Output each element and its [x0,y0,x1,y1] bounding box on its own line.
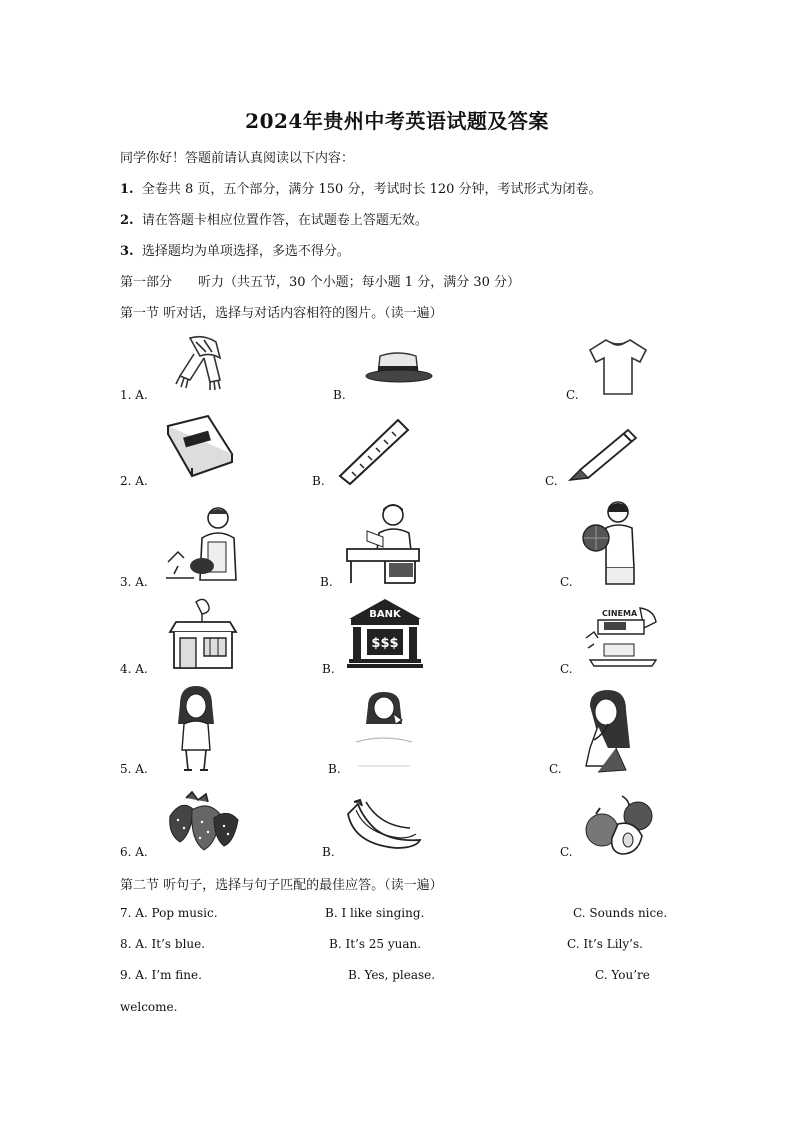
q3-label-b: B. [320,575,333,589]
tshirt-icon [586,334,650,398]
q8-option-b: B. It’s 25 yuan. [329,937,422,951]
rule-1 [120,178,602,197]
q1-label-c: C. [566,388,579,402]
rule-text: 全卷共 8 页，五个部分，满分 150 分，考试时长 120 分钟，考试形式为闭卷。 [141,182,602,197]
q7-option-b: B. I like singing. [325,906,425,920]
q8-option-c: C. It’s Lily’s. [567,937,643,951]
ruler-icon [336,418,412,486]
strawberries-icon [162,790,242,856]
page-title: 2024年贵州中考英语试题及答案 [245,109,549,133]
rule-text: 请在答题卡相应位置作答，在试题卷上答题无效。 [141,213,428,228]
q6-label-b: B. [322,845,335,859]
girl-head-icon [354,690,414,770]
q2-label-a: 2. A. [120,474,148,488]
q4-label-b: B. [322,662,335,676]
q2-label-b: B. [312,474,325,488]
q6-label-c: C. [560,845,573,859]
rule-number: 1. [120,182,134,197]
girl-standing-icon [170,684,222,774]
apples-icon [582,794,658,858]
q2-label-c: C. [545,474,558,488]
q4-label-a: 4. A. [120,662,148,676]
rule-2 [120,209,428,228]
q3-label-a: 3. A. [120,575,148,589]
dictionary-icon [164,412,236,480]
section1-heading: 第一节 听对话，选择与对话内容相符的图片。（读一遍） [120,306,443,321]
q8-option-a: 8. A. It’s blue. [120,937,206,951]
q9-option-c-continued: welcome. [120,1000,178,1014]
girl-thinking-icon [576,688,636,774]
pencil-icon [566,426,640,482]
q9-option-c: C. You’re [595,968,650,982]
q1-label-a: 1. A. [120,388,148,402]
bank-sign-text: BANK [369,609,401,620]
q9-option-b: B. Yes, please. [348,968,436,982]
q7-option-a: 7. A. Pop music. [120,906,218,920]
boy-basketball-icon [580,498,652,586]
rule-number: 3. [120,244,134,259]
rule-text: 选择题均为单项选择，多选不得分。 [141,244,350,259]
boy-cooking-icon [164,502,244,584]
q1-label-b: B. [333,388,346,402]
q9-option-a: 9. A. I’m fine. [120,968,202,982]
rule-3 [120,240,350,259]
bank-icon [347,597,423,669]
q5-label-b: B. [328,762,341,776]
hat-icon [364,350,434,386]
q3-label-c: C. [560,575,573,589]
rule-number: 2. [120,213,134,228]
q5-label-c: C. [549,762,562,776]
bank-money-text: $$$ [371,636,399,651]
intro-text: 同学你好！答题前请认真阅读以下内容： [120,151,355,166]
boy-reading-icon [345,499,423,585]
q4-label-c: C. [560,662,573,676]
q7-option-c: C. Sounds nice. [573,906,668,920]
q6-label-a: 6. A. [120,845,148,859]
cinema-icon [584,604,660,668]
section2-heading: 第二节 听句子，选择与句子匹配的最佳应答。（读一遍） [120,878,443,893]
part1-heading: 第一部分 听力（共五节，30 个小题；每小题 1 分，满分 30 分） [120,275,521,290]
shop-icon [166,598,242,670]
scarf-icon [160,332,230,394]
q5-label-a: 5. A. [120,762,148,776]
bananas-icon [344,798,424,854]
cinema-sign-text: CINEMA [602,609,638,618]
